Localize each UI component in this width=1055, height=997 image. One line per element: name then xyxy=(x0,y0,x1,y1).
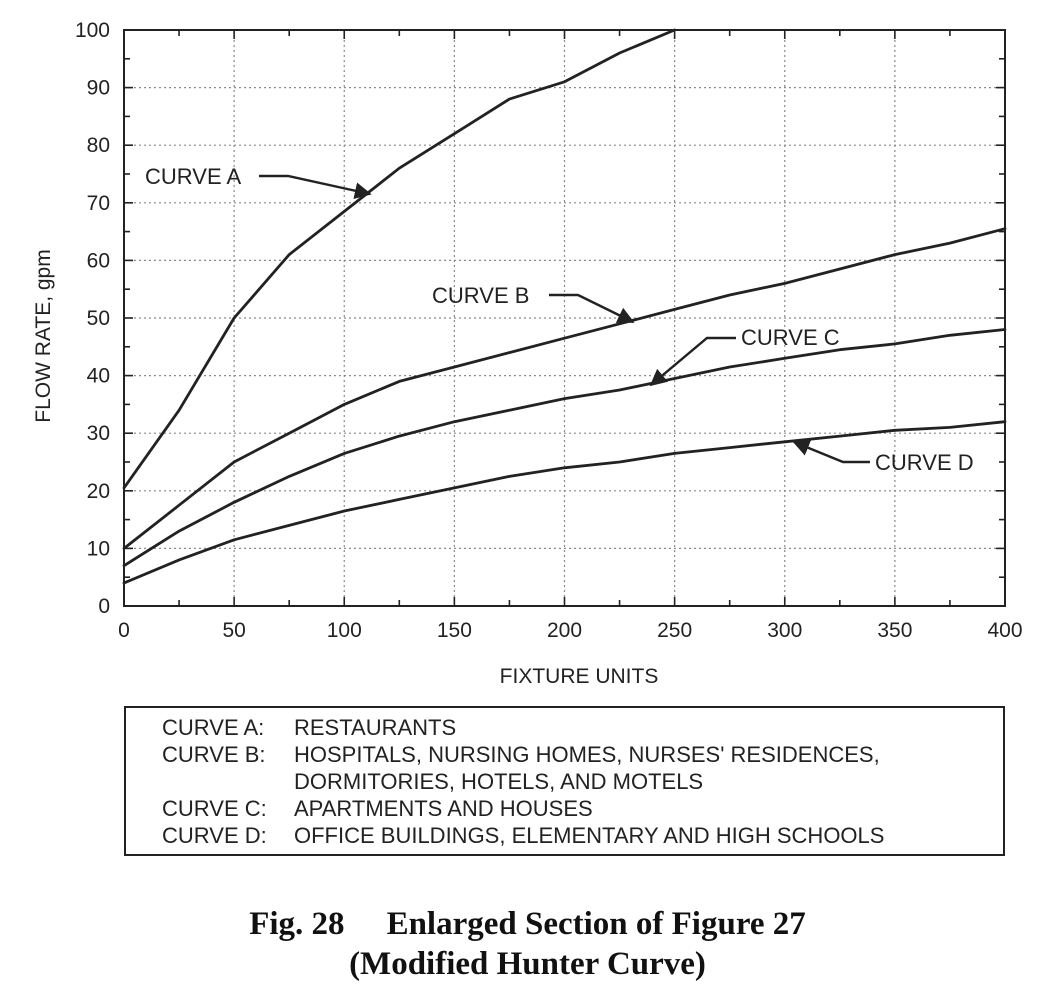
x-tick-label: 350 xyxy=(877,619,913,642)
figure-subtitle: (Modified Hunter Curve) xyxy=(349,946,706,982)
y-tick-label: 90 xyxy=(86,76,110,100)
y-tick-label: 30 xyxy=(86,422,110,446)
x-tick-label: 400 xyxy=(987,619,1023,642)
legend-key: CURVE C: xyxy=(162,796,267,821)
x-tick-label: 150 xyxy=(436,619,472,642)
x-tick-label: 50 xyxy=(222,619,246,642)
curve-legend xyxy=(124,706,1005,856)
curve-callout-label: CURVE D xyxy=(875,450,974,475)
x-tick-label: 0 xyxy=(118,619,130,642)
figure-caption xyxy=(0,906,1055,943)
legend-row-d xyxy=(162,822,1003,849)
y-tick-label: 40 xyxy=(86,364,110,388)
grid xyxy=(124,30,1005,606)
legend-key: CURVE A: xyxy=(162,715,265,740)
curve-callout-label: CURVE A xyxy=(145,164,242,189)
legend-description: APARTMENTS AND HOUSES xyxy=(294,796,593,821)
y-tick-label: 10 xyxy=(86,537,110,561)
x-tick-label: 300 xyxy=(767,619,803,642)
legend-row-b xyxy=(162,741,1003,768)
y-tick-label: 80 xyxy=(86,134,110,158)
figure-number: Fig. 28 xyxy=(249,906,345,942)
curve-callout-label: CURVE B xyxy=(432,283,530,308)
legend-key: CURVE D: xyxy=(162,823,267,848)
curve-callout-arrow xyxy=(794,442,870,462)
x-tick-label: 100 xyxy=(326,619,362,642)
y-tick-label: 50 xyxy=(86,307,110,330)
y-tick-label: 100 xyxy=(74,19,110,42)
legend-description: RESTAURANTS xyxy=(294,715,457,740)
curve-callouts xyxy=(145,164,974,475)
legend-description-continued: DORMITORIES, HOTELS, AND MOTELS xyxy=(294,769,704,794)
x-axis-label: FIXTURE UNITS xyxy=(499,665,659,688)
curve-callout-arrow xyxy=(259,176,370,194)
y-tick-label: 70 xyxy=(86,191,110,215)
curve-callout-arrow xyxy=(651,338,736,385)
legend-row-a xyxy=(162,714,1003,741)
series-line-curve-a xyxy=(124,30,675,488)
x-tick-label: 200 xyxy=(546,619,583,642)
curve-callout-label: CURVE C xyxy=(741,325,840,350)
y-tick-label: 20 xyxy=(86,479,110,503)
legend-description: OFFICE BUILDINGS, ELEMENTARY AND HIGH SCHOOLS xyxy=(294,823,885,848)
figure-title: Enlarged Section of Figure 27 xyxy=(386,906,806,942)
x-tick-label: 250 xyxy=(657,619,693,642)
legend-description: HOSPITALS, NURSING HOMES, NURSES' RESIDENCES, xyxy=(294,742,880,767)
legend-row-c xyxy=(162,795,1003,822)
y-tick-label: 60 xyxy=(86,249,110,273)
legend-key: CURVE B: xyxy=(162,742,266,767)
y-tick-label: 0 xyxy=(98,595,110,618)
y-axis-label: FLOW RATE, gpm xyxy=(32,249,55,423)
